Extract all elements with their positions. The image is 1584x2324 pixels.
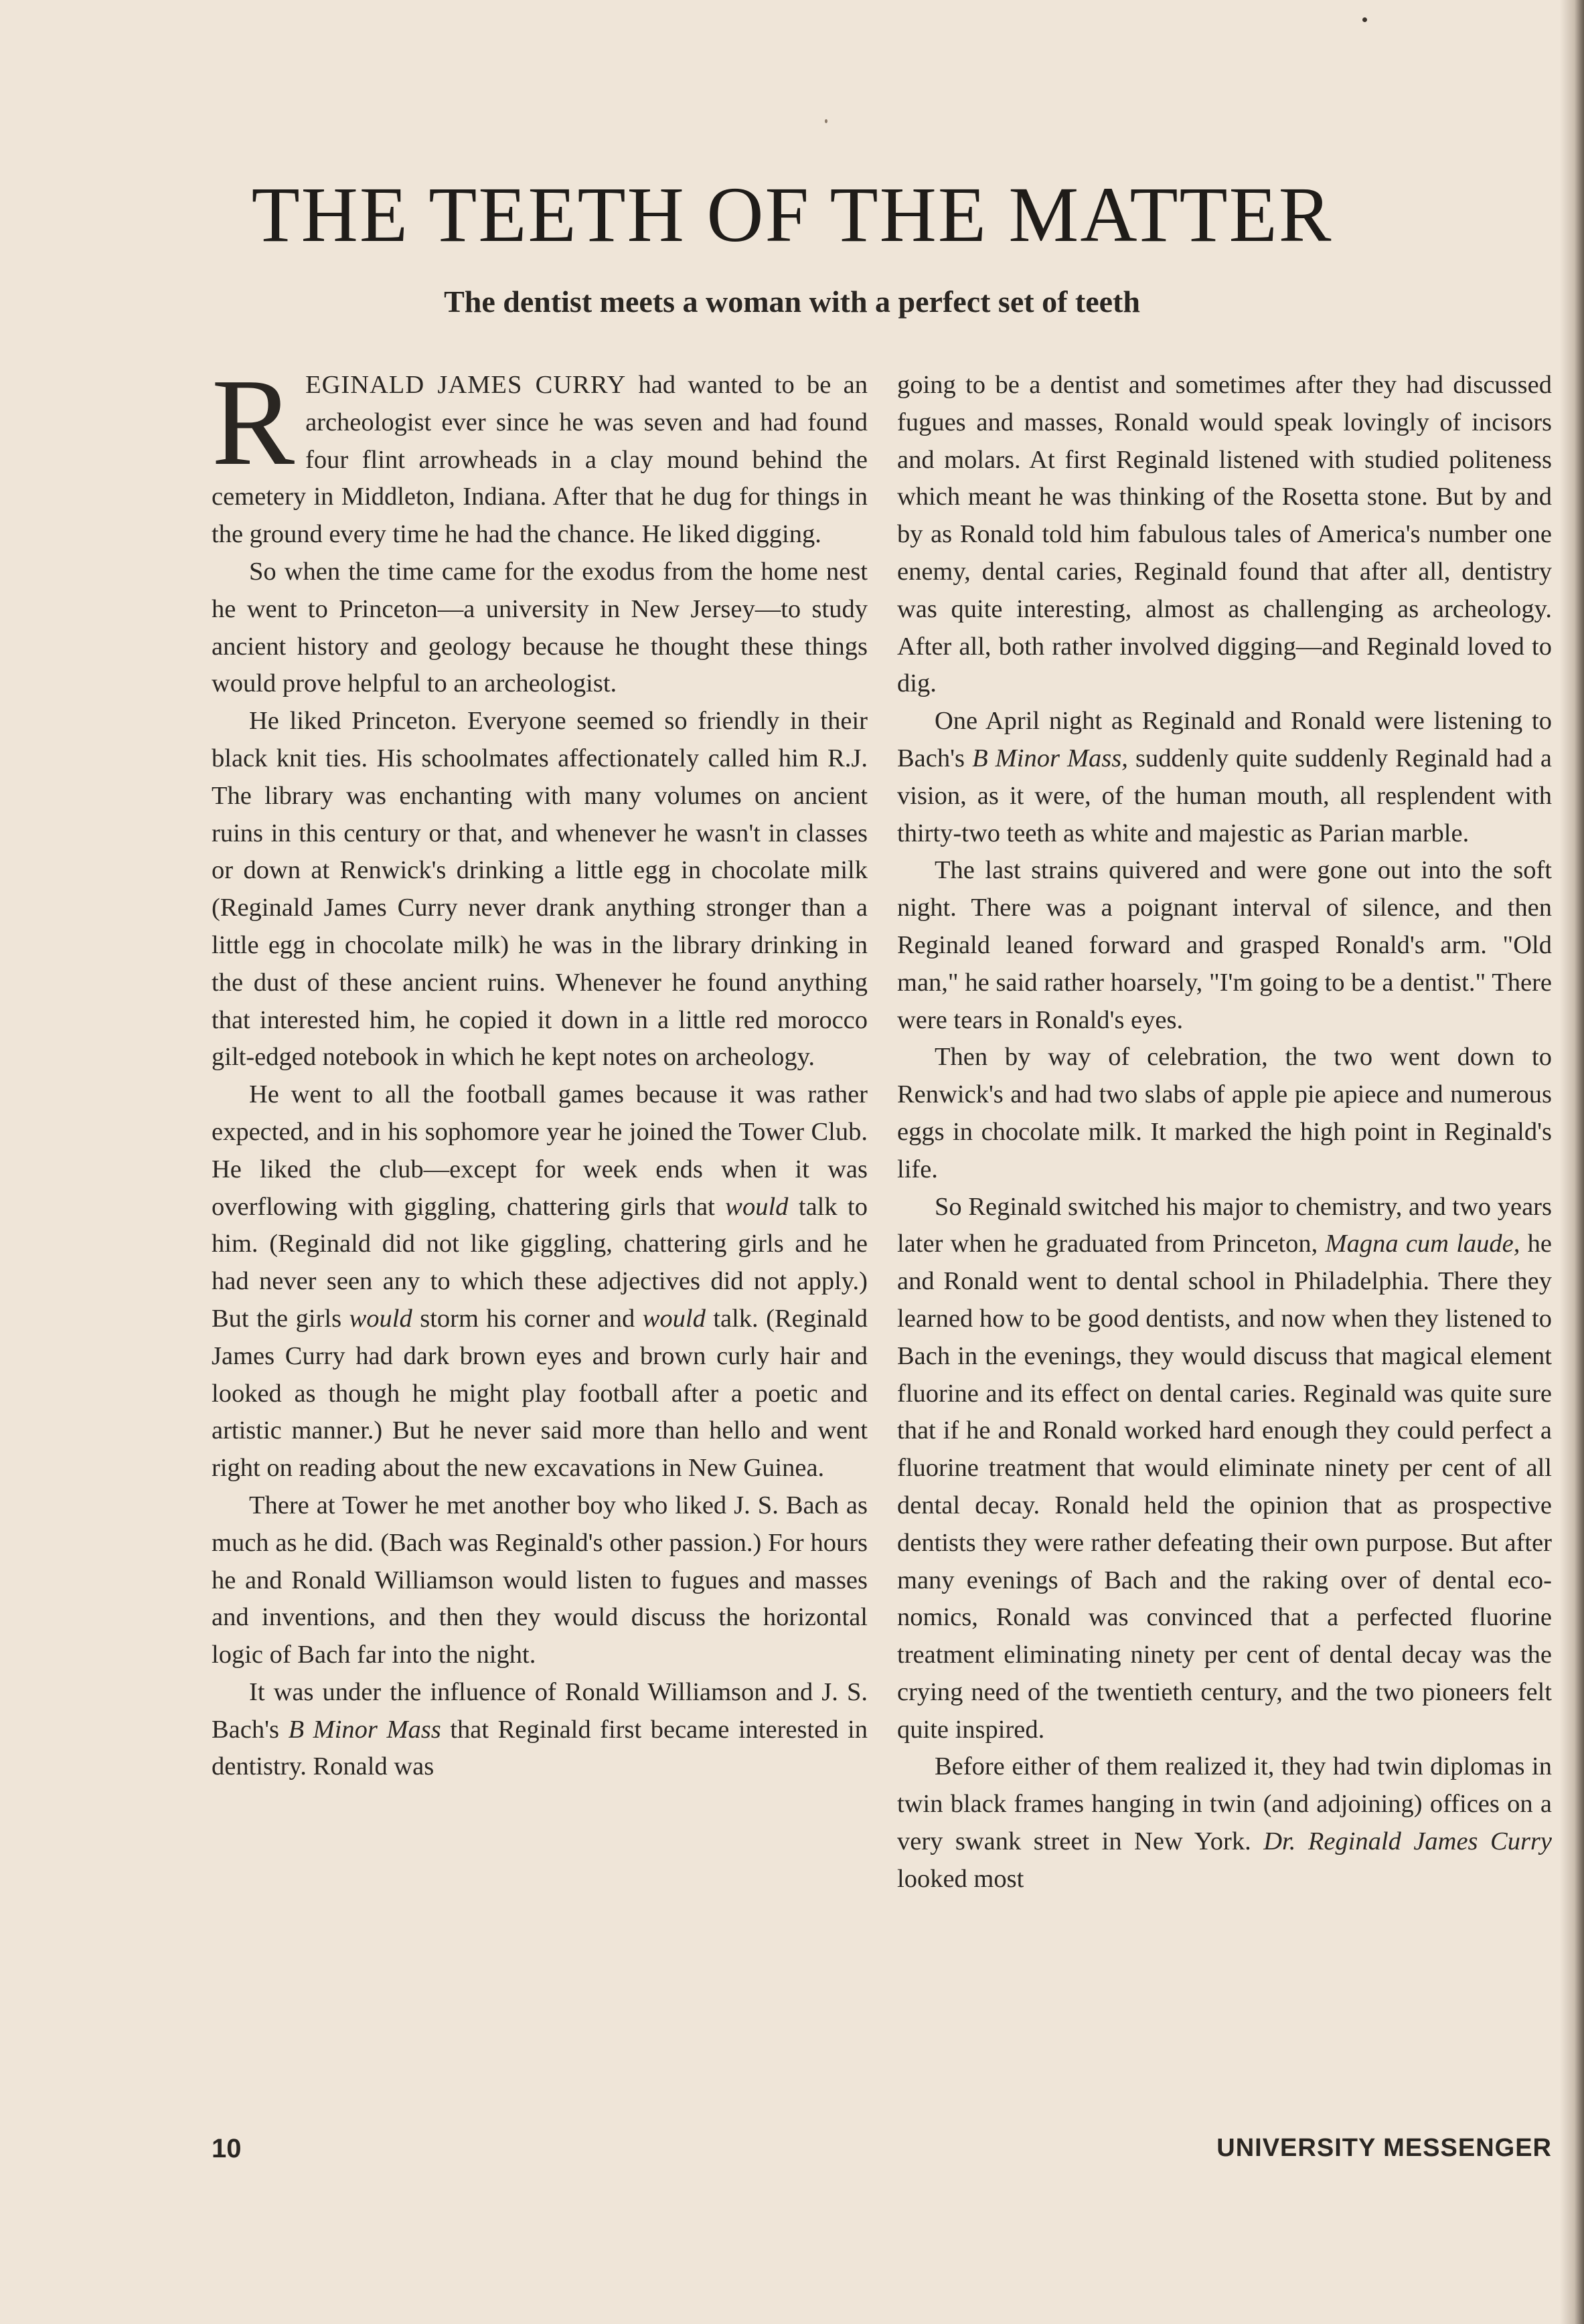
paragraph: So Reginald switched his major to chemistry, and two years later when he graduated from Princeton, Magna cum laude, he and Ronald went to dental school in Philadelphia. There they learned how to be good dentists, and now when they listened to Bach in the evenings, they would discuss that magical element fluorine and its effect on dental caries. Reginald was quite sure that if he and Ronald worked hard enough they could perfect a fluorine treatment that would eliminate ninety per cent of all dental decay. Ronald held the opinion that as prospective dentists they were rather defeating their own purpose. But after many evenings of Bach and the raking over of dental economics, Ronald was convinced that a perfected fluorine treatment eliminating ninety per cent of dental decay was the crying need of the twentieth century, and the two pioneers felt quite inspired.	[897, 1192, 1553, 1744]
article-subtitle: The dentist meets a woman with a perfect set of teeth	[444, 284, 1140, 319]
paragraph: So when the time came for the exodus from the home nest he went to Princeton—a university in New Jersey—to study ancient history and geology because he thought these things would prove helpful to an archeologist.	[212, 557, 868, 698]
paragraph: The last strains quivered and were gone out into the soft night. There was a poignant interval of silence, and then Reginald leaned forward and grasped Ronald's arm. "Old man," he said rather hoarsely, "I'm going to be a dentist." There were tears in Ronald's eyes.	[897, 856, 1552, 1034]
drop-cap: R	[212, 353, 295, 491]
publication-name: UNIVERSITY MESSENGER	[1216, 2134, 1552, 2162]
paragraph: He liked Princeton. Everyone seemed so friendly in their black knit ties. His schoolmates affectionately called him R.J. The library was enchanting with many volumes on ancient ruins in this century or that, and whenever he wasn't in classes or down at Renwick's drinking a little egg in chocolate milk (Reginald James Curry never drank anything stronger than a little egg in chocolate milk) he was in the library drinking in the dust of these ancient ruins. Whenever he found anything that interested him, he copied it down in a little red morocco gilt-edged notebook in which he kept notes on archeology.	[212, 707, 868, 1072]
paragraph: going to be a dentist and sometimes after they had discussed fugues and masses, Ronald would speak lovingly of incisors and molars. At first Reginald listened with studied politeness which meant he was thinking of the Rosetta stone. But by and by as Ronald told him fabulous tales of America's number one enemy, dental caries, Reginald found that after all, dentistry was quite interesting, almost as challenging as archeology. After all, both rather involved digging—and Reginald loved to dig.	[897, 371, 1552, 698]
emphasis: B Minor Mass,	[972, 744, 1128, 772]
paragraph: Before either of them realized it, they had twin diplomas in twin black frames hanging in twin (and adjoining) offices on a very swank street in New York. Dr. Reginald James Curry looked most	[897, 1752, 1553, 1893]
emphasis: would	[725, 1192, 789, 1221]
left-column	[212, 353, 868, 1786]
emphasis: would	[349, 1304, 412, 1333]
paragraph: It was under the influence of Ronald Williamson and J. S. Bach's B Minor Mass that Reginald first became interested in dentistry. Ronald was	[212, 1677, 868, 1781]
dust-speck	[825, 119, 827, 123]
paragraph: There at Tower he met another boy who liked J. S. Bach as much as he did. (Bach was Reginald's other passion.) For hours he and Ronald Williamson would listen to fugues and masses and inventions, and then they would discuss the horizontal logic of Bach far into the night.	[212, 1491, 868, 1669]
paragraph: REGINALD JAMES CURRY had wanted to be an archeologist ever since he was seven and had found four flint arrowheads in a clay mound behind the cemetery in Middleton, Indiana. After that he dug for things in the ground every time he had the chance. He liked digging.	[212, 353, 868, 549]
paragraph: He went to all the football games because it was rather expected, and in his sophomore year he joined the Tower Club. He liked the club—except for week ends when it was overflowing with giggling, chattering girls that would talk to him. (Reginald did not like giggling, chattering girls and he had never seen any to which these adjectives did not apply.) But the girls would storm his corner and would talk. (Reginald James Curry had dark brown eyes and brown curly hair and looked as though he might play football after a poetic and artistic manner.) But he never said more than hello and went right on reading about the new excavations in New Guinea.	[212, 1080, 868, 1483]
emphasis: B Minor Mass	[288, 1715, 441, 1744]
emphasis: Dr. Reginald James Curry	[1263, 1827, 1553, 1856]
emphasis: would	[642, 1304, 706, 1333]
dust-speck	[1362, 17, 1367, 22]
article-title: THE TEETH OF THE MATTER	[251, 171, 1333, 258]
lead-in-caps: EGINALD JAMES CURRY	[305, 371, 627, 399]
right-column	[897, 367, 1552, 1898]
page-edge-shadow	[1560, 0, 1584, 2324]
paragraph: Then by way of celebration, the two went down to Renwick's and had two slabs of apple pie apiece and numerous eggs in chocolate milk. It marked the high point in Reginald's life.	[897, 1043, 1552, 1183]
paragraph: One April night as Reginald and Ronald were listening to Bach's B Minor Mass, suddenly quite suddenly Reginald had a vision, as it were, of the human mouth, all resplendent with thirty-two teeth as white and majestic as Parian marble.	[897, 707, 1552, 847]
emphasis: Magna cum laude,	[1325, 1230, 1520, 1258]
page-number: 10	[212, 2134, 242, 2163]
